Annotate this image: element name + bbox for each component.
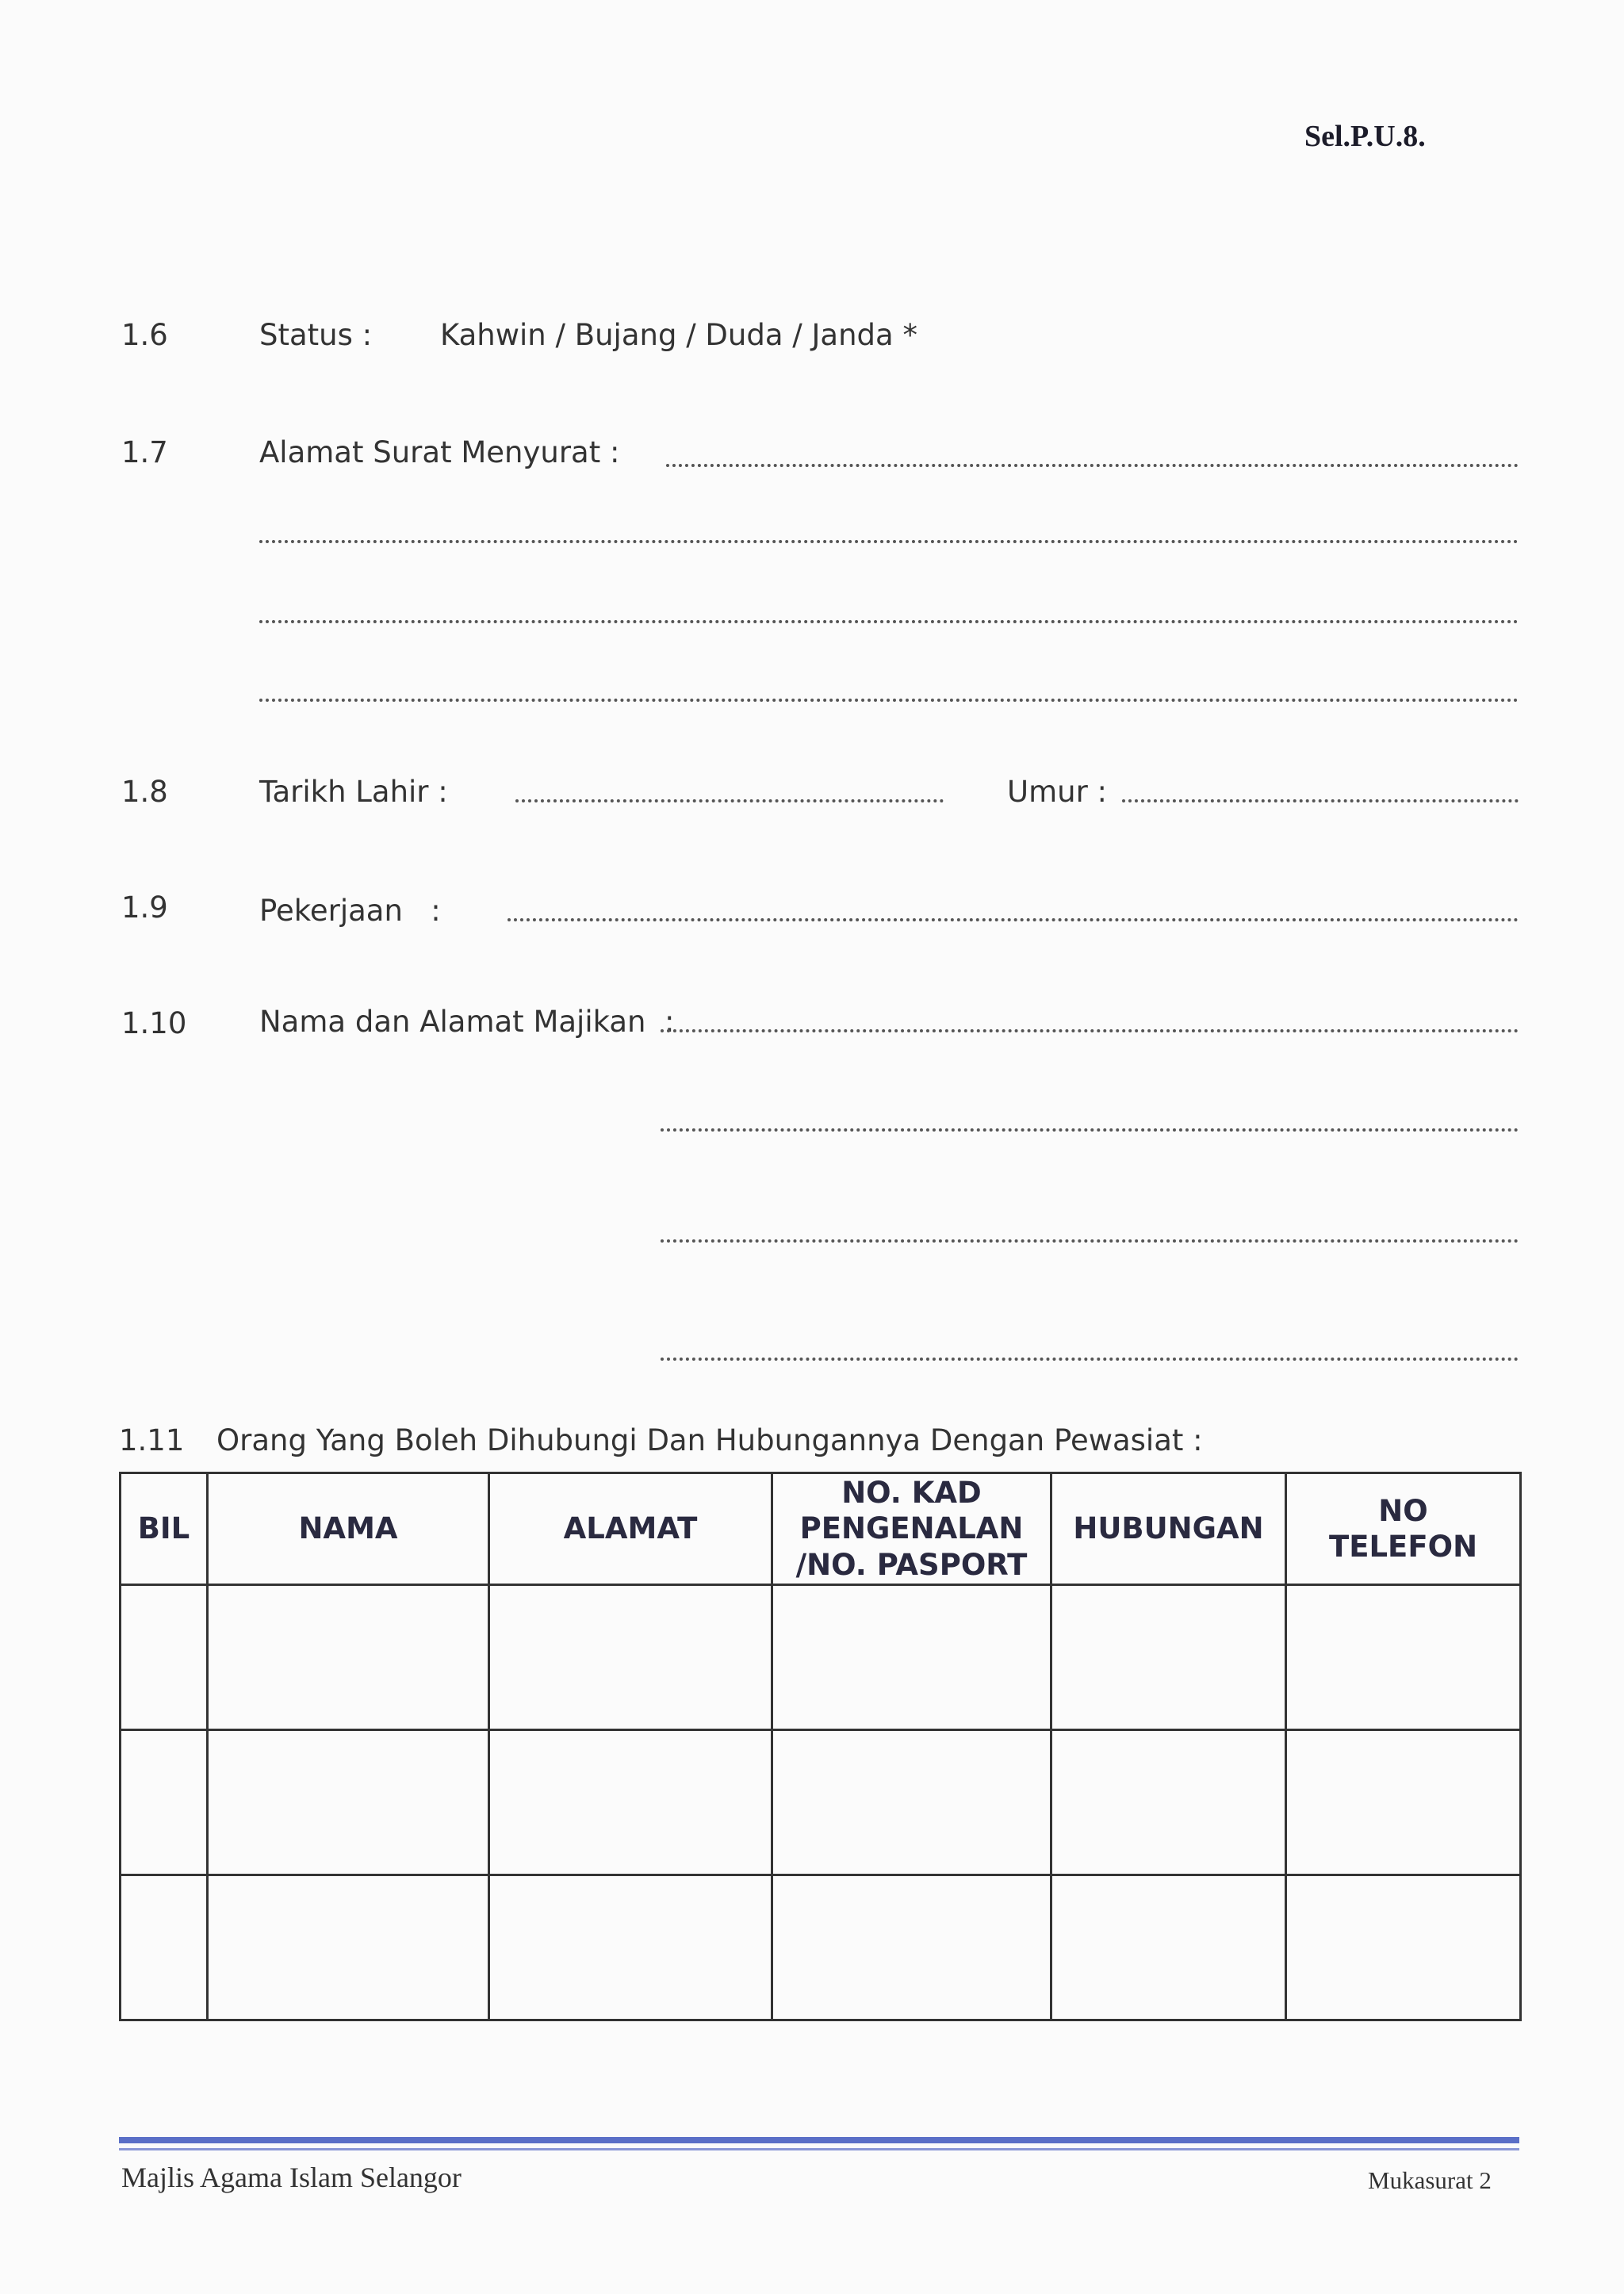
form-code: Sel.P.U.8. xyxy=(1304,120,1426,153)
address-line-3[interactable] xyxy=(259,620,1519,623)
cell-telefon[interactable] xyxy=(1286,1875,1521,2020)
contacts-table xyxy=(119,1472,1522,2021)
address-line-1[interactable] xyxy=(666,464,1519,467)
header-bil: BIL xyxy=(121,1473,208,1585)
item-number-1-11: 1.11 xyxy=(119,1423,185,1457)
header-nama: NAMA xyxy=(208,1473,489,1585)
footer-rule-thin xyxy=(119,2148,1519,2150)
table-row xyxy=(121,1585,1521,1730)
status-label: Status : xyxy=(259,318,373,352)
cell-id-passport[interactable] xyxy=(772,1585,1051,1730)
footer-page-number: Mukasurat 2 xyxy=(1368,2166,1492,2194)
header-id-line-1: NO. KAD xyxy=(841,1476,982,1511)
cell-id-passport[interactable] xyxy=(772,1875,1051,2020)
header-telefon xyxy=(1286,1473,1521,1585)
cell-telefon[interactable] xyxy=(1286,1730,1521,1875)
item-number-1-7: 1.7 xyxy=(121,435,168,469)
occupation-line[interactable] xyxy=(508,918,1519,921)
cell-bil[interactable] xyxy=(121,1585,208,1730)
table-header-row xyxy=(121,1473,1521,1585)
footer-organization: Majlis Agama Islam Selangor xyxy=(121,2162,462,2193)
dob-line[interactable] xyxy=(515,799,944,802)
cell-bil[interactable] xyxy=(121,1875,208,2020)
cell-nama[interactable] xyxy=(208,1730,489,1875)
dob-label: Tarikh Lahir : xyxy=(259,775,448,809)
address-line-2[interactable] xyxy=(259,540,1519,543)
cell-telefon[interactable] xyxy=(1286,1585,1521,1730)
employer-line-2[interactable] xyxy=(661,1128,1519,1132)
cell-nama[interactable] xyxy=(208,1585,489,1730)
table-row xyxy=(121,1875,1521,2020)
header-id-line-2: PENGENALAN xyxy=(799,1511,1024,1546)
cell-hubungan[interactable] xyxy=(1051,1875,1286,2020)
address-label: Alamat Surat Menyurat : xyxy=(259,435,620,469)
item-number-1-8: 1.8 xyxy=(121,775,168,809)
footer-rule xyxy=(119,2137,1519,2143)
cell-alamat[interactable] xyxy=(489,1585,772,1730)
employer-line-3[interactable] xyxy=(661,1239,1519,1243)
cell-hubungan[interactable] xyxy=(1051,1585,1286,1730)
employer-line-4[interactable] xyxy=(661,1358,1519,1361)
employer-line-1[interactable] xyxy=(661,1029,1519,1032)
cell-id-passport[interactable] xyxy=(772,1730,1051,1875)
header-tel-line-1: NO xyxy=(1378,1493,1428,1528)
status-options[interactable]: Kahwin / Bujang / Duda / Janda * xyxy=(440,318,917,352)
cell-nama[interactable] xyxy=(208,1875,489,2020)
table-row xyxy=(121,1730,1521,1875)
cell-alamat[interactable] xyxy=(489,1875,772,2020)
employer-label: Nama dan Alamat Majikan : xyxy=(259,1005,675,1039)
occupation-label: Pekerjaan : xyxy=(259,894,441,928)
age-line[interactable] xyxy=(1122,799,1519,802)
header-id-passport xyxy=(772,1473,1051,1585)
cell-hubungan[interactable] xyxy=(1051,1730,1286,1875)
header-id-line-3: /NO. PASPORT xyxy=(795,1547,1028,1582)
age-label: Umur : xyxy=(1007,775,1108,809)
header-alamat: ALAMAT xyxy=(489,1473,772,1585)
header-hubungan: HUBUNGAN xyxy=(1051,1473,1286,1585)
contacts-title: Orang Yang Boleh Dihubungi Dan Hubungannya Dengan Pewasiat : xyxy=(216,1423,1203,1457)
header-tel-line-2: TELEFON xyxy=(1328,1530,1478,1564)
address-line-4[interactable] xyxy=(259,699,1519,702)
cell-bil[interactable] xyxy=(121,1730,208,1875)
item-number-1-9: 1.9 xyxy=(121,890,168,925)
cell-alamat[interactable] xyxy=(489,1730,772,1875)
item-number-1-10: 1.10 xyxy=(121,1006,187,1040)
item-number-1-6: 1.6 xyxy=(121,318,168,352)
